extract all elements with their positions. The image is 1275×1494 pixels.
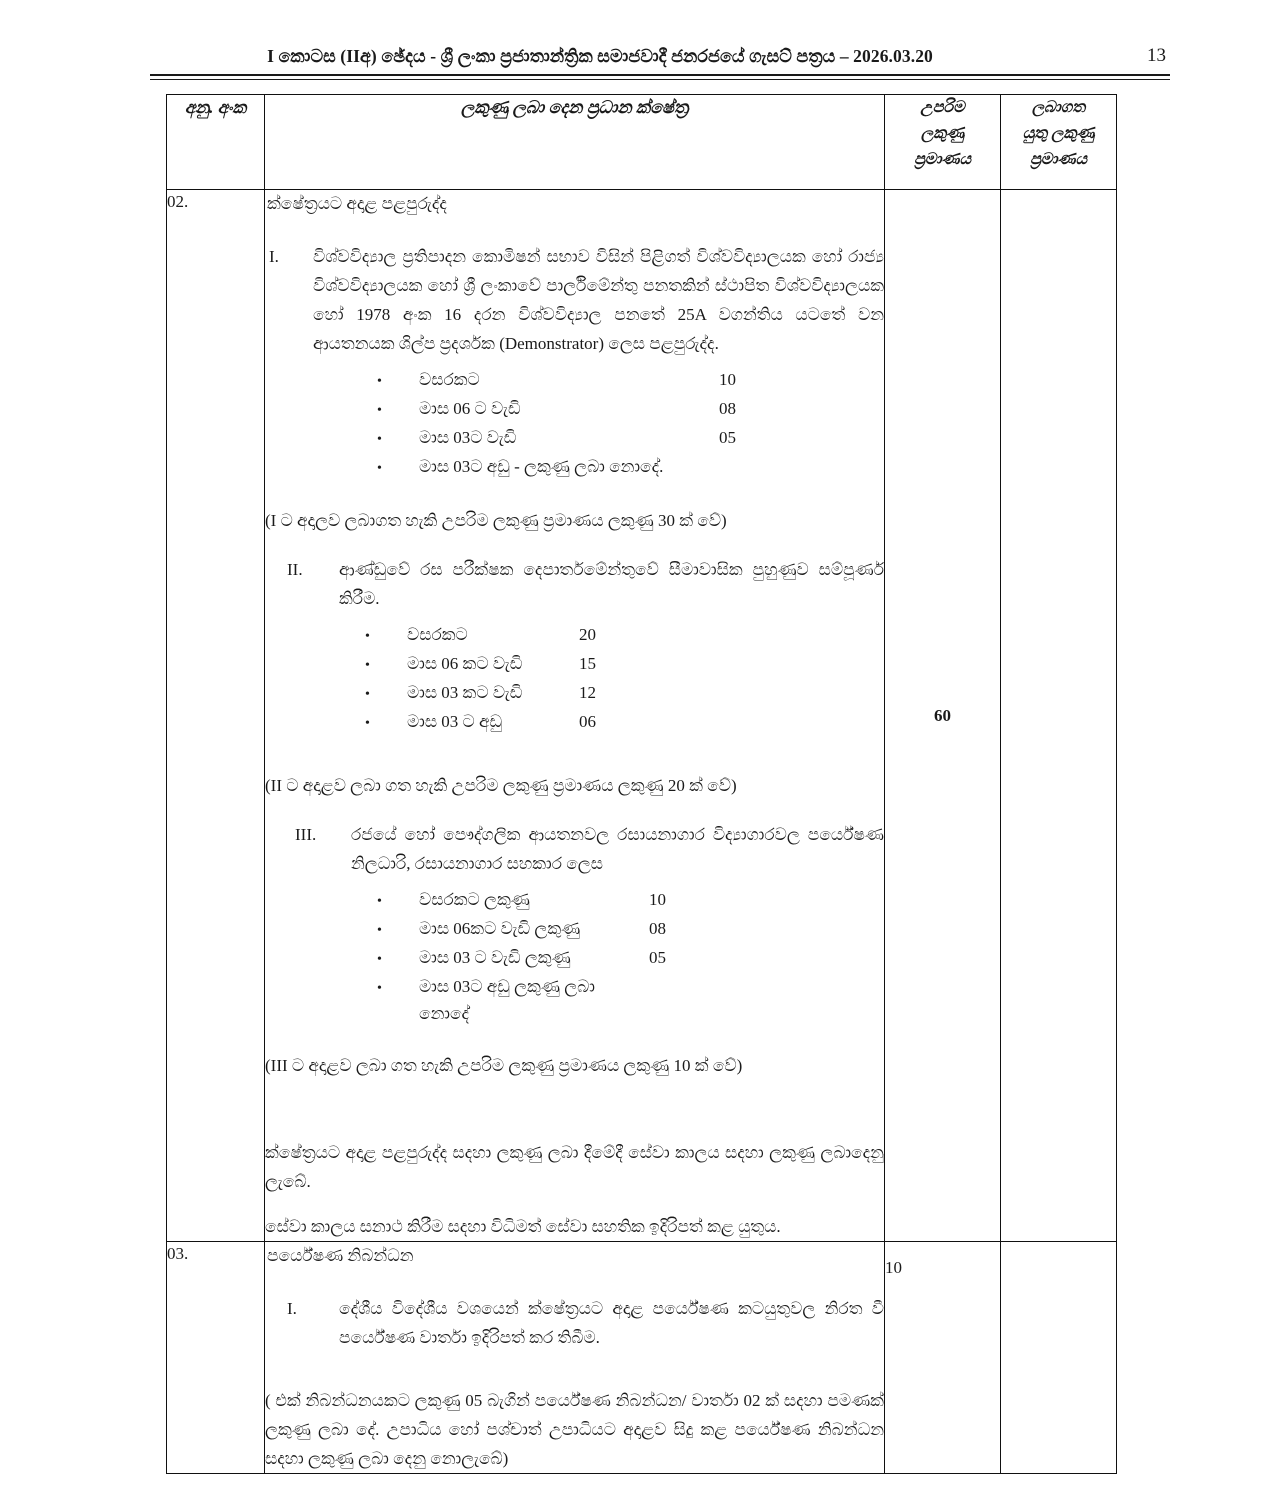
row-02-item-3-numeral: III. <box>295 825 317 844</box>
point-value: 20 <box>579 625 596 644</box>
bullet-icon <box>377 395 419 424</box>
list-item <box>365 650 884 679</box>
bullet-icon <box>377 973 419 1027</box>
row-02-title: ක්ෂේත්‍රයට අදාළ පළපුරුද්ද <box>267 194 447 213</box>
row-02-item-2 <box>265 555 884 613</box>
list-item <box>377 395 884 424</box>
row-02-item-2-text: ආණ්ඩුවේ රස පරීක්ෂක දෙපාර්තමේන්තුවේ සීමාවාසික පුහුණුව සම්පූර්ණ කිරීම. <box>339 560 884 608</box>
row-02-item-3-note: (III ට අදාළව ලබා ගත හැකි උපරිම ලකුණු ප්‍රමාණය ලකුණු 10 ක් වේ) <box>265 1056 743 1075</box>
column-header-max-marks <box>885 95 1001 190</box>
row-02-required-marks <box>1001 190 1117 1242</box>
row-content-03 <box>265 1242 885 1474</box>
list-item <box>365 708 884 737</box>
point-value: 08 <box>719 399 736 418</box>
row-03-item-1-numeral: I. <box>287 1299 297 1318</box>
point-label: මාස 03 ට අඩු <box>407 712 503 731</box>
bullet-icon <box>365 708 407 737</box>
point-label: වසරකට ලකුණු <box>419 890 530 909</box>
column-header-required-line2: යුතු ලකුණු <box>1022 125 1095 142</box>
row-02-item-1 <box>265 242 884 358</box>
point-value: 12 <box>579 683 596 702</box>
point-label: මාස 06 ට වැඩි <box>419 399 521 418</box>
column-header-field: ලකුණු ලබා දෙන ප්‍රධාන ක්ෂේත්‍ර <box>265 95 885 190</box>
row-03-title: පර්යේෂණ නිබන්ධන <box>267 1246 414 1265</box>
row-02-item-3-text: රජයේ හෝ පෞද්ගලික ආයතනවල රසායනාගාර විද්‍යාගාරවල පර්යේෂණ නිලධාරි, රසායනාගාර සහකාර ලෙස <box>351 825 884 873</box>
point-label: වසරකට <box>407 625 468 644</box>
row-02-item-1-points <box>377 366 884 482</box>
column-header-required-line3: ප්‍රමාණය <box>1029 151 1088 168</box>
table-row <box>167 190 1117 1242</box>
point-label: මාස 03ට අඩු - ලකුණු ලබා නොදේ. <box>419 457 664 476</box>
point-label: වසරකට <box>419 370 480 389</box>
list-item <box>377 366 884 395</box>
list-item <box>365 621 884 650</box>
column-header-serial: අනු. අංක <box>167 95 265 190</box>
column-header-max-line2: ලකුණු <box>920 125 965 142</box>
row-02-item-2-numeral: II. <box>287 560 303 579</box>
row-serial-03: 03. <box>167 1242 265 1474</box>
point-value: 10 <box>649 890 666 909</box>
row-serial-02: 02. <box>167 190 265 1242</box>
list-item <box>365 679 884 708</box>
list-item <box>377 424 884 453</box>
bullet-icon <box>377 915 419 944</box>
page-number: 13 <box>1147 45 1166 66</box>
point-label: මාස 03 කට වැඩි <box>407 683 523 702</box>
list-item <box>377 973 884 1027</box>
header-rule-bottom <box>150 79 1170 80</box>
point-value: 15 <box>579 654 596 673</box>
bullet-icon <box>377 886 419 915</box>
row-02-closing-1: ක්ෂේත්‍රයට අදාළ පළපුරුද්ද සදහා ලකුණු ලබා දීමේදී සේවා කාලය සදහා ලකුණු ලබාදෙනු ලැබේ. <box>265 1143 884 1191</box>
row-02-item-1-note: (I ට අදාලව ලබාගත හැකි උපරිම ලකුණු ප්‍රමාණය ලකුණු 30 ක් වේ) <box>265 511 727 530</box>
row-03-closing-1: ( එක් නිබන්ධනයකට ලකුණු 05 බැගින් පර්යේෂණ නිබන්ධන/ වාර්තා 02 ක් සදහා පමණක් ලකුණු ලබා දේ. උපාධිය හෝ පශ්චාත් උපාධියට අදාළව සිදු කළ පර්යේෂණ නිබන්ධන සදහා ලකුණු ලබා දෙනු නොලැබේ) <box>265 1391 884 1468</box>
list-item <box>377 915 884 944</box>
row-02-item-1-text: විශ්වවිද්‍යාල ප්‍රතිපාදන කොමිෂන් සභාව විසින් පිළිගත් විශ්වවිද්‍යාලයක හෝ රාජ්‍ය විශ්වවිද්‍යාලයක හෝ ශ්‍රී ලංකාවේ පාර්ලිමේන්තු පනතකින් ස්ථාපිත විශ්වවිද්‍යාලයක හෝ 1978 අංක 16 දරන විශ්වවිද්‍යාල පනතේ 25A වගන්තිය යටතේ වන ආයතනයක ශිල්ප ප්‍රදර්ශක (Demonstrator) ලෙස පළපුරුද්ද. <box>313 247 884 353</box>
point-value: 05 <box>649 948 666 967</box>
table-header-row <box>167 95 1117 190</box>
row-02-item-1-numeral: I. <box>269 247 279 266</box>
row-02-max-marks: 60 <box>885 190 1001 1242</box>
bullet-icon <box>377 944 419 973</box>
point-label: මාස 06කට වැඩි ලකුණු <box>419 919 581 938</box>
point-value: 08 <box>649 919 666 938</box>
row-03-item-1 <box>265 1294 884 1352</box>
row-03-max-marks: 10 <box>885 1242 1001 1474</box>
bullet-icon <box>377 366 419 395</box>
column-header-required-line1: ලබාගත <box>1031 99 1086 116</box>
bullet-icon <box>377 424 419 453</box>
row-02-item-3 <box>265 820 884 878</box>
point-label: මාස 03ට අඩු ලකුණු ලබා නොදේ <box>419 977 595 1023</box>
row-02-item-2-note: (II ට අදාළව ලබා ගත හැකි උපරිම ලකුණු ප්‍රමාණය ලකුණු 20 ක් වේ) <box>265 776 737 795</box>
list-item <box>377 453 884 482</box>
list-item <box>377 886 884 915</box>
row-content-02 <box>265 190 885 1242</box>
header-rule-top <box>150 74 1170 76</box>
column-header-required-marks <box>1001 95 1117 190</box>
bullet-icon <box>365 650 407 679</box>
page-header-title: I කොටස (IIඅ) ඡේදය - ශ්‍රී ලංකා ප්‍රජාතාන්ත්‍රික සමාජවාදී ජනරජයේ ගැසට් පත්‍රය – 2026.03.20 <box>267 46 933 66</box>
page-running-header <box>150 44 1170 78</box>
point-value: 10 <box>719 370 736 389</box>
marking-scheme-table <box>166 94 1117 1474</box>
bullet-icon <box>377 453 419 482</box>
row-02-closing-2: සේවා කාලය සනාථ කිරීම සදහා විධිමත් සේවා සහතික ඉදිරිපත් කළ යුතුය. <box>265 1217 781 1236</box>
bullet-icon <box>365 621 407 650</box>
point-label: මාස 06 කට වැඩි <box>407 654 523 673</box>
list-item <box>377 944 884 973</box>
point-value: 06 <box>579 712 596 731</box>
column-header-max-line1: උපරිම <box>920 99 965 116</box>
point-label: මාස 03 ට වැඩි ලකුණු <box>419 948 571 967</box>
point-label: මාස 03ට වැඩි <box>419 428 517 447</box>
column-header-max-line3: ප්‍රමාණය <box>913 151 972 168</box>
row-03-required-marks <box>1001 1242 1117 1474</box>
table-row <box>167 1242 1117 1474</box>
point-value: 05 <box>719 428 736 447</box>
row-02-item-2-points <box>365 621 884 737</box>
row-02-item-3-points <box>377 886 884 1027</box>
row-03-item-1-text: දේශීය විදේශීය වශයෙන් ක්ෂේත්‍රයට අදාළ පර්යේෂණ කටයුතුවල නිරත වී පර්යේෂණ වාර්තා ඉදිරිපත් කර තිබීම. <box>339 1299 884 1347</box>
bullet-icon <box>365 679 407 708</box>
